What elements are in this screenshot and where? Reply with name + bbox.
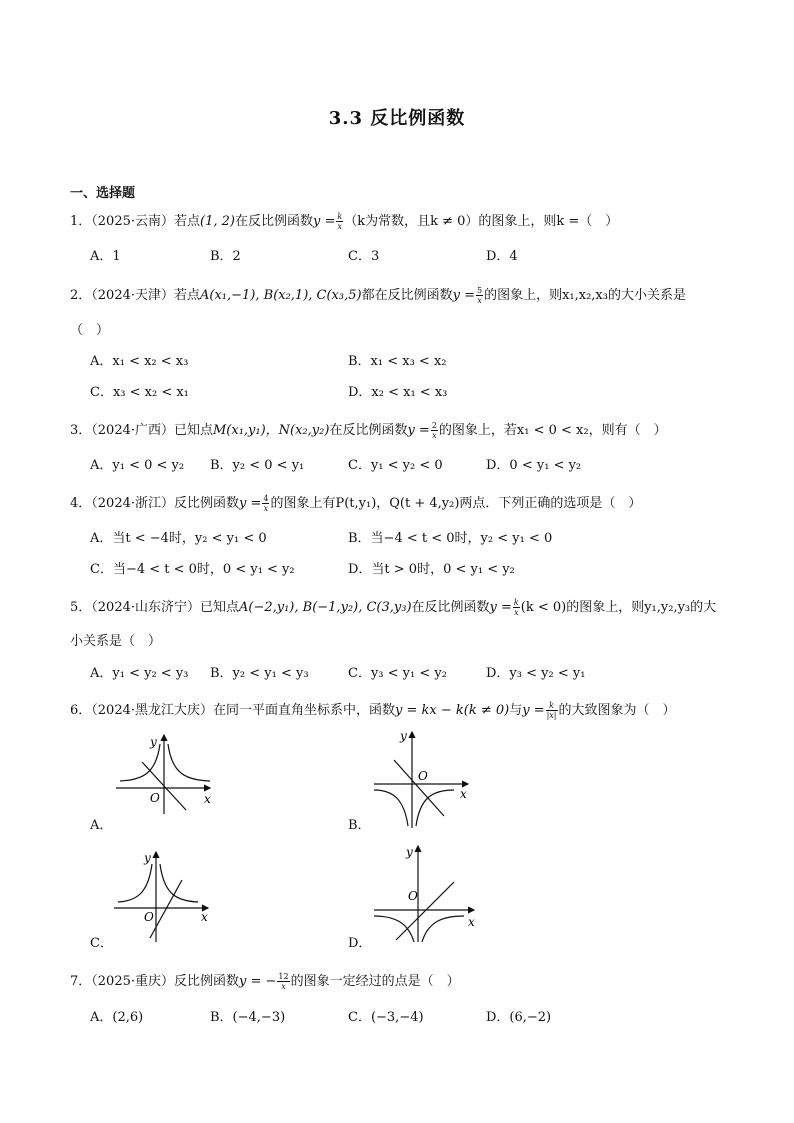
q3-fraction bbox=[431, 421, 438, 440]
line-graph bbox=[150, 880, 182, 938]
origin-label: O bbox=[150, 791, 160, 805]
q3-option-b[interactable]: B．y₂ < 0 < y₁ bbox=[210, 458, 305, 473]
q3-tail: 的图象上，若x₁ < 0 < x₂，则有（ ） bbox=[438, 423, 667, 438]
q1-prefix: 1．（2025·云南）若点 bbox=[70, 214, 200, 229]
q7-option-d[interactable]: D．(6,−2) bbox=[486, 1010, 552, 1025]
y-axis-label: y bbox=[150, 735, 157, 749]
q3-num: 2 bbox=[431, 421, 437, 430]
q2-den: x bbox=[477, 296, 482, 305]
q1-option-a[interactable]: A．1 bbox=[90, 249, 121, 264]
q6-mid: 与 bbox=[509, 703, 523, 718]
q4-den: x bbox=[263, 504, 269, 513]
q5-den: x bbox=[514, 608, 519, 617]
q2-mid: 都在反比例函数 bbox=[361, 288, 453, 303]
q2-option-a[interactable]: A．x₁ < x₂ < x₃ bbox=[90, 354, 189, 369]
q2-lhs: y = bbox=[452, 288, 475, 303]
q5-option-a[interactable]: A．y₁ < y₂ < y₃ bbox=[90, 666, 189, 681]
q5-fraction bbox=[513, 598, 520, 617]
question-6 bbox=[70, 700, 676, 722]
q3-option-a[interactable]: A．y₁ < 0 < y₂ bbox=[90, 458, 185, 473]
hyperbola-left bbox=[118, 864, 152, 902]
x-axis-label: x bbox=[460, 787, 467, 801]
q6-den: |x| bbox=[546, 711, 557, 720]
q1-num: k bbox=[337, 212, 343, 221]
q6-num: k bbox=[546, 701, 558, 711]
q4-option-c[interactable]: C．当−4 < t < 0时，0 < y₁ < y₂ bbox=[90, 562, 295, 577]
q6-tail: 的大致图象为（ ） bbox=[558, 703, 676, 718]
q7-option-a[interactable]: A．(2,6) bbox=[90, 1010, 144, 1025]
q7-prefix: 7．（2025·重庆）反比例函数 bbox=[70, 974, 239, 989]
q2-prefix: 2．（2024·天津）若点 bbox=[70, 288, 200, 303]
q2-num: 5 bbox=[476, 286, 483, 295]
q6-func: y = kx − k(k ≠ 0) bbox=[395, 703, 510, 718]
q1-point: (1, 2) bbox=[200, 214, 235, 229]
origin-label: O bbox=[144, 910, 154, 924]
q3-den: x bbox=[432, 431, 437, 440]
q2-points: A(x₁,−1), B(x₂,1), C(x₃,5) bbox=[200, 288, 362, 303]
q1-option-d[interactable]: D．4 bbox=[486, 249, 518, 264]
q4-option-d[interactable]: D．当t > 0时，0 < y₁ < y₂ bbox=[348, 562, 515, 577]
q4-fraction bbox=[262, 494, 269, 513]
q1-fraction bbox=[336, 212, 343, 231]
page-title: 3.3 反比例函数 bbox=[328, 108, 466, 129]
line-graph bbox=[396, 882, 454, 940]
hyperbola-left bbox=[374, 790, 408, 826]
q6-option-a[interactable]: A． bbox=[90, 818, 113, 833]
q6-option-d[interactable]: D． bbox=[348, 936, 372, 951]
q3-mid: 在反比例函数 bbox=[329, 423, 408, 438]
q7-num: 12 bbox=[278, 972, 289, 981]
x-axis-label: x bbox=[201, 910, 208, 924]
q7-option-b[interactable]: B．(−4,−3) bbox=[210, 1010, 286, 1025]
graph-b bbox=[370, 728, 476, 830]
hyperbola-right bbox=[160, 864, 198, 902]
q4-prefix: 4．（2024·浙江）反比例函数 bbox=[70, 496, 239, 511]
origin-label: O bbox=[408, 889, 418, 903]
x-axis-label: x bbox=[468, 915, 475, 929]
q4-option-a[interactable]: A．当t < −4时，y₂ < y₁ < 0 bbox=[90, 531, 267, 546]
hyperbola-left bbox=[374, 916, 414, 942]
q4-lhs: y = bbox=[239, 496, 262, 511]
q5-points: A(−2,y₁), B(−1,y₂), C(3,y₃) bbox=[239, 600, 412, 615]
q5-option-d[interactable]: D．y₃ < y₂ < y₁ bbox=[486, 666, 586, 681]
q1-tail: （k为常数，且k ≠ 0）的图象上，则k =（ ） bbox=[344, 214, 619, 229]
question-3 bbox=[70, 420, 667, 442]
q3-points: M(x₁,y₁)，N(x₂,y₂) bbox=[213, 423, 330, 438]
q7-tail: 的图象一定经过的点是（ ） bbox=[290, 974, 460, 989]
question-2 bbox=[70, 285, 686, 307]
q3-option-c[interactable]: C．y₁ < y₂ < 0 bbox=[348, 458, 443, 473]
q4-tail: 的图象上有P(t,y₁)，Q(t + 4,y₂)两点．下列正确的选项是（ ） bbox=[270, 496, 642, 511]
q1-option-b[interactable]: B．2 bbox=[210, 249, 241, 264]
q7-den: x bbox=[281, 982, 286, 991]
q1-lhs: y = bbox=[312, 214, 336, 229]
section-heading: 一、选择题 bbox=[70, 186, 136, 201]
q2-tail: 的图象上，则x₁,x₂,x₃的大小关系是 bbox=[484, 288, 686, 303]
q2-option-b[interactable]: B．x₁ < x₃ < x₂ bbox=[348, 354, 447, 369]
y-axis-label: y bbox=[144, 851, 151, 865]
q5-lhs: y = bbox=[489, 600, 512, 615]
q5-prefix: 5．（2024·山东济宁）已知点 bbox=[70, 600, 239, 615]
q1-mid: 在反比例函数 bbox=[234, 214, 313, 229]
graph-d bbox=[370, 842, 480, 944]
q6-option-b[interactable]: B． bbox=[348, 818, 371, 833]
q7-lhs: y = − bbox=[239, 974, 277, 989]
graph-c bbox=[112, 848, 220, 943]
hyperbola-right bbox=[416, 790, 454, 826]
y-axis-label: y bbox=[400, 729, 407, 743]
q2-option-d[interactable]: D．x₂ < x₁ < x₃ bbox=[348, 385, 448, 400]
q2-answer-blank: （ ） bbox=[70, 323, 110, 338]
q7-fraction bbox=[277, 972, 289, 991]
question-5 bbox=[70, 597, 716, 619]
hyperbola-right bbox=[168, 744, 210, 781]
q2-option-c[interactable]: C．x₃ < x₂ < x₁ bbox=[90, 385, 189, 400]
q5-line2: 小关系是（ ） bbox=[70, 634, 162, 649]
graph-a bbox=[112, 730, 220, 815]
q6-fraction bbox=[546, 701, 558, 720]
question-4 bbox=[70, 493, 641, 515]
y-axis-label: y bbox=[406, 845, 413, 859]
q1-den: x bbox=[337, 222, 343, 231]
q5-tail: (k < 0)的图象上，则y₁,y₂,y₃的大 bbox=[520, 600, 717, 615]
question-1 bbox=[70, 211, 618, 233]
q5-option-c[interactable]: C．y₃ < y₁ < y₂ bbox=[348, 666, 447, 681]
q7-option-c[interactable]: C．(−3,−4) bbox=[348, 1010, 424, 1025]
origin-label: O bbox=[418, 769, 428, 783]
q4-option-b[interactable]: B．当−4 < t < 0时，y₂ < y₁ < 0 bbox=[348, 531, 553, 546]
q3-prefix: 3．（2024·广西）已知点 bbox=[70, 423, 213, 438]
q5-num: k bbox=[513, 598, 519, 607]
q6-prefix: 6．（2024·黑龙江大庆）在同一平面直角坐标系中，函数 bbox=[70, 703, 395, 718]
q5-mid: 在反比例函数 bbox=[411, 600, 490, 615]
q5-option-b[interactable]: B．y₂ < y₁ < y₃ bbox=[210, 666, 309, 681]
q4-num: 4 bbox=[263, 494, 269, 503]
hyperbola-right bbox=[422, 916, 464, 942]
question-7 bbox=[70, 971, 460, 993]
q3-lhs: y = bbox=[407, 423, 430, 438]
q1-option-c[interactable]: C．3 bbox=[348, 249, 380, 264]
q3-option-d[interactable]: D．0 < y₁ < y₂ bbox=[486, 458, 582, 473]
q6-option-c[interactable]: C． bbox=[90, 936, 113, 951]
x-axis-label: x bbox=[204, 792, 211, 806]
q6-lhs: y = bbox=[522, 703, 545, 718]
q2-fraction bbox=[476, 286, 483, 305]
